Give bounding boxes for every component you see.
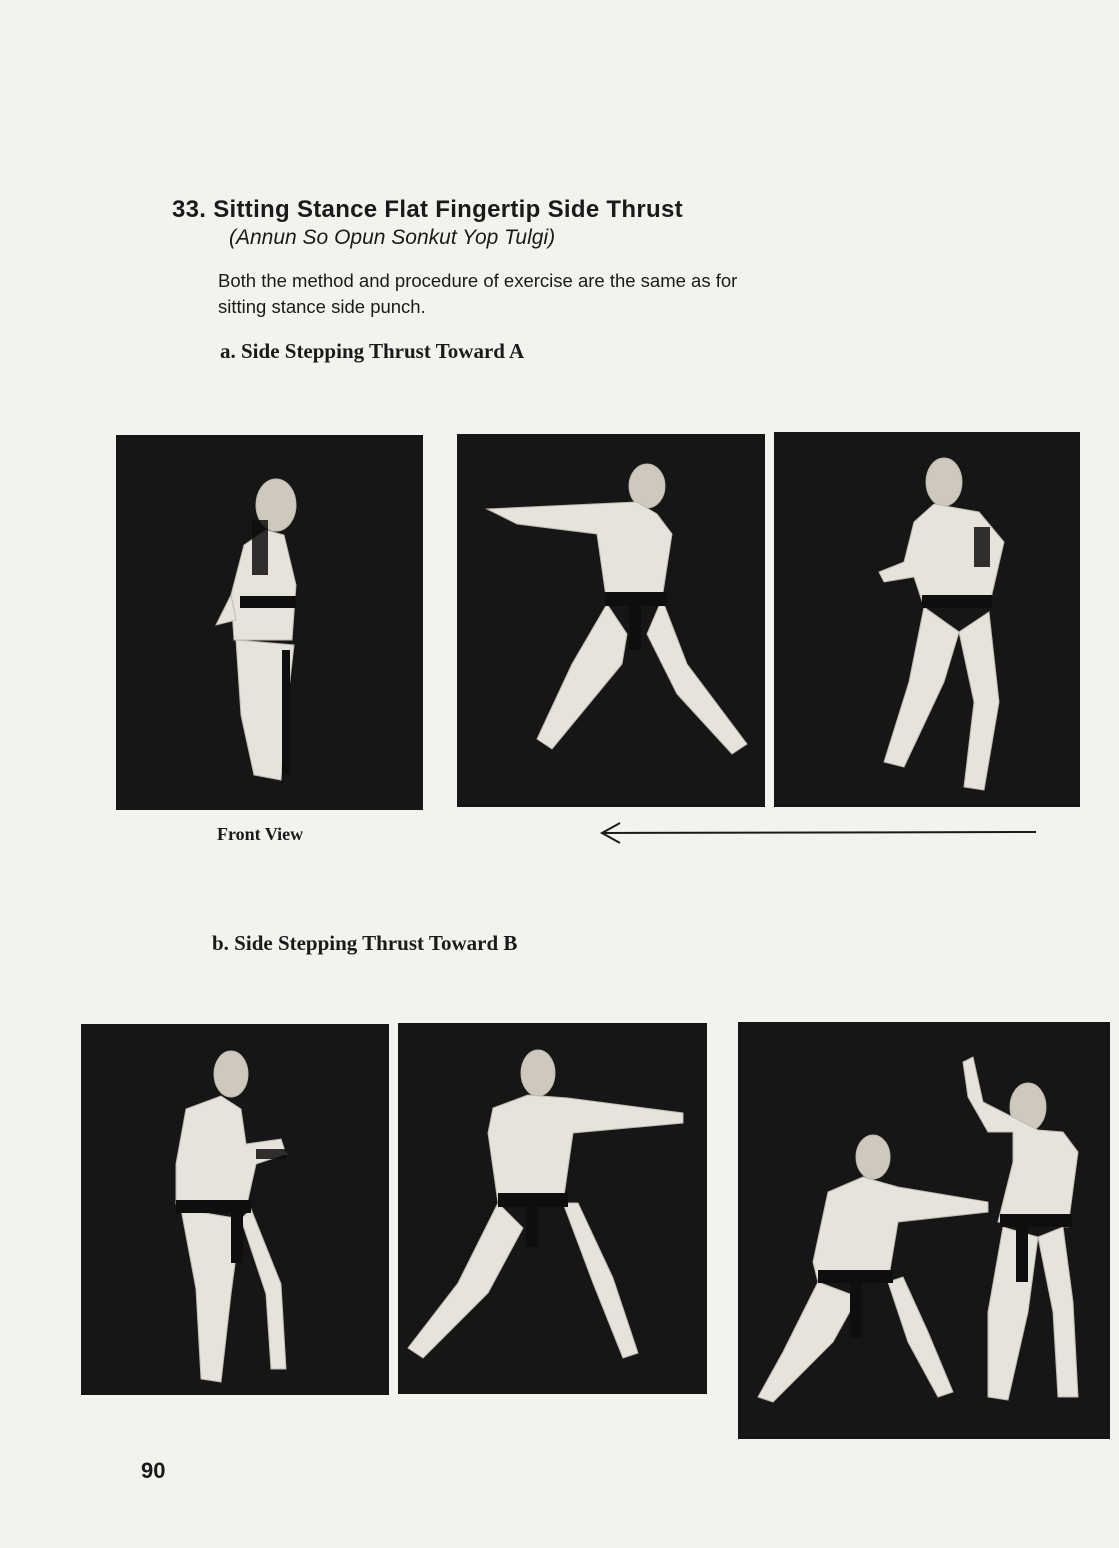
figure-fingertip-thrust-right xyxy=(398,1023,707,1394)
photo-b-step-2 xyxy=(398,1023,707,1394)
page-number: 90 xyxy=(141,1458,166,1483)
figure-chamber-stance xyxy=(81,1024,389,1395)
left-arrow-icon xyxy=(596,821,1038,849)
figure-pair-demonstration xyxy=(738,1022,1110,1439)
figure-stepping-side xyxy=(774,432,1080,807)
body-text: Both the method and procedure of exercise are the same as for sitting stance side punch. xyxy=(218,270,738,317)
photo-caption-front-view: Front View xyxy=(217,824,304,844)
photo-b-demonstration xyxy=(738,1022,1110,1439)
photo-a-step-3 xyxy=(774,432,1080,807)
photo-b-step-1 xyxy=(81,1024,389,1395)
section-heading: 33. Sitting Stance Flat Fingertip Side Thrust xyxy=(172,196,683,223)
section-a-label: a. Side Stepping Thrust Toward A xyxy=(220,339,525,363)
section-b-label: b. Side Stepping Thrust Toward B xyxy=(212,931,518,955)
figure-ready-stance xyxy=(116,435,423,810)
photo-a-front-view xyxy=(116,435,423,810)
section-subheading: (Annun So Opun Sonkut Yop Tulgi) xyxy=(229,226,556,249)
photo-a-step-2 xyxy=(457,434,765,807)
figure-fingertip-thrust-left xyxy=(457,434,765,807)
